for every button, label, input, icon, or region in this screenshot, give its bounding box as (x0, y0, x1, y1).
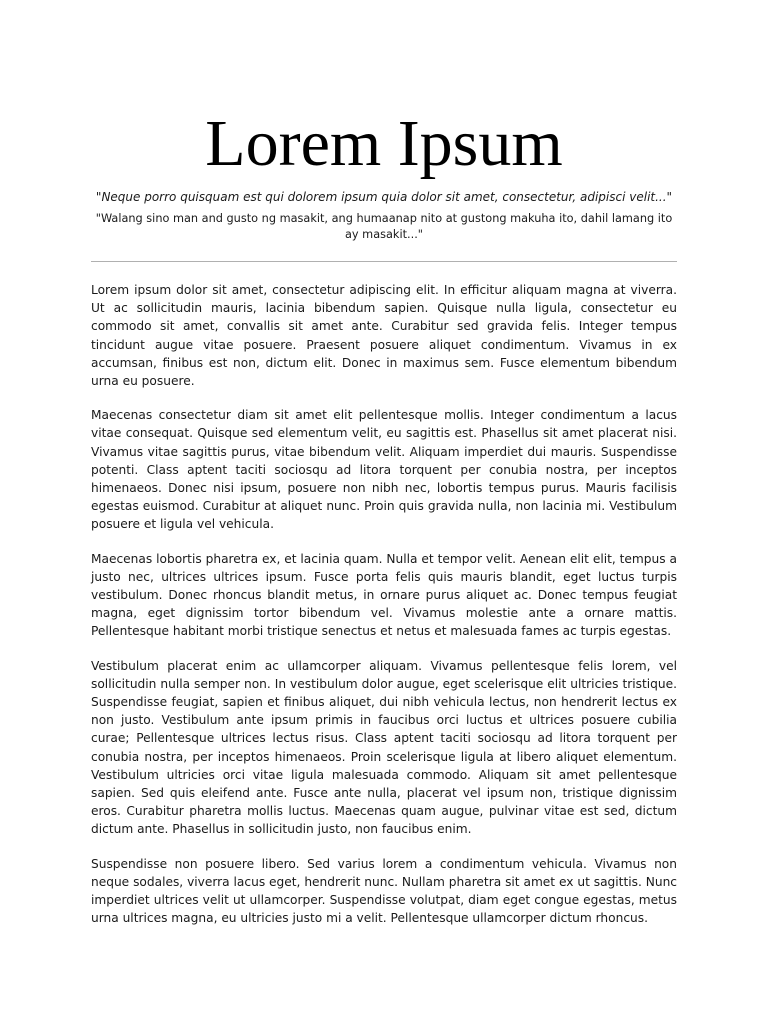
body-paragraph: Vestibulum placerat enim ac ullamcorper aliquam. Vivamus pellentesque felis lorem, vel sollicitudin nulla semper non. In vestibulum dolor augue, eget scelerisque elit ultricies tristique. Suspendisse feugiat, sapien et finibus aliquet, dui nibh vehicula lectus, non hendrerit lectus ex non justo. Vestibulum ante ipsum primis in faucibus orci luctus et ultrices posuere cubilia curae; Pellentesque ultrices lectus risus. Class aptent taciti sociosqu ad litora torquent per conubia nostra, per inceptos himenaeos. Proin scelerisque ligula at libero aliquet elementum. Vestibulum ultricies orci vitae ligula malesuada commodo. Aliquam sit amet pellentesque sapien. Sed quis eleifend ante. Fusce ante nulla, placerat vel ipsum non, tristique dignissim eros. Curabitur pharetra mollis luctus. Maecenas quam augue, pulvinar vitae est sed, dictum dictum ante. Phasellus in sollicitudin justo, non faucibus enim. (91, 658, 677, 837)
document-title: Lorem Ipsum (205, 107, 563, 180)
body-paragraph: Maecenas lobortis pharetra ex, et lacinia quam. Nulla et tempor velit. Aenean elit elit, tempus a justo nec, ultrices ultrices ipsum. Fusce porta felis quis mauris blandit, eget luctus turpis vestibulum. Donec rhoncus blandit metus, in ornare purus aliquet ac. Donec tempus feugiat magna, eget dignissim tortor bibendum vel. Vivamus molestie ante a ornare mattis. Pellentesque habitant morbi tristique senectus et netus et malesuada fames ac turpis egestas. (91, 551, 677, 639)
latin-quote: "Neque porro quisquam est qui dolorem ipsum quia dolor sit amet, consectetur, adipisci velit..." (95, 190, 673, 204)
document-page (91, 0, 677, 944)
body-paragraph: Maecenas consectetur diam sit amet elit pellentesque mollis. Integer condimentum a lacus vitae consequat. Quisque sed elementum velit, eu sagittis est. Phasellus sit amet placerat nisi. Vivamus vitae sagittis purus, vitae bibendum velit. Aliquam imperdiet dui mauris. Suspendisse potenti. Class aptent taciti sociosqu ad litora torquent per conubia nostra, per inceptos himenaeos. Donec nisi ipsum, posuere non nibh nec, lobortis tempus purus. Mauris facilisis egestas euismod. Curabitur at aliquet nunc. Proin quis gravida nulla, non lacinia mi. Vestibulum posuere et ligula vel vehicula. (91, 408, 677, 532)
tagalog-quote: "Walang sino man and gusto ng masakit, ang humaanap nito at gustong makuha ito, dahil lamang ito ay masakit..." (95, 212, 673, 241)
header-divider (91, 261, 677, 262)
body-paragraph: Lorem ipsum dolor sit amet, consectetur adipiscing elit. In efficitur aliquam magna at viverra. Ut ac sollicitudin mauris, lacinia bibendum sapien. Quisque nulla ligula, consectetur eu commodo sit amet, convallis sit amet ante. Curabitur sed gravida felis. Integer tempus tincidunt augue vitae posuere. Praesent posuere aliquet condimentum. Vivamus in ex accumsan, finibus est non, dictum elit. Donec in maximus sem. Fusce elementum bibendum urna eu posuere. (91, 283, 677, 389)
body-paragraph: Suspendisse non posuere libero. Sed varius lorem a condimentum vehicula. Vivamus non neque sodales, viverra lacus eget, hendrerit nunc. Nullam pharetra sit amet ex ut sagittis. Nunc imperdiet ultrices velit ut ullamcorper. Suspendisse volutpat, diam eget congue egestas, metus urna ultrices magna, eu ultricies justo mi a velit. Pellentesque ullamcorper dictum rhoncus. (91, 856, 677, 926)
document-body (91, 281, 677, 928)
